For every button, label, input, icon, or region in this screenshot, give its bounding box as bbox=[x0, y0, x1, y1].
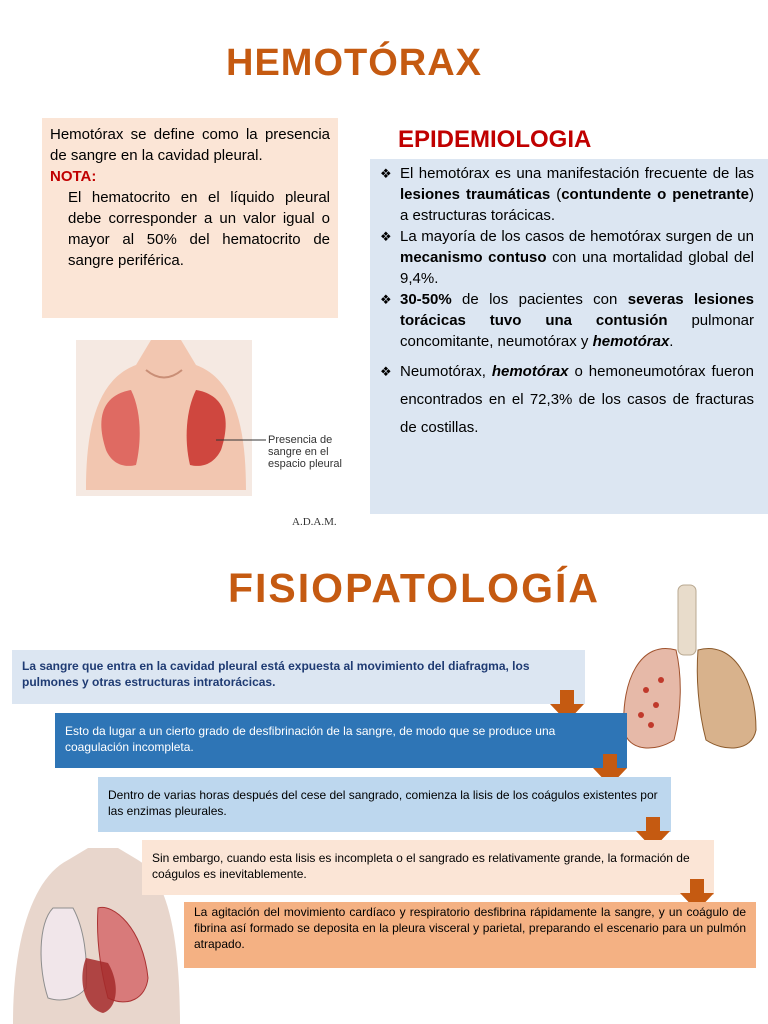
bullet-icon: ❖ bbox=[380, 166, 392, 181]
epi-bullet-3 bbox=[380, 289, 754, 352]
right-lung-shape bbox=[697, 648, 756, 748]
nota-label: NOTA: bbox=[50, 168, 97, 185]
epi-text: ( bbox=[550, 186, 562, 203]
epi-bullet-2 bbox=[380, 226, 754, 289]
adam-credit: A.D.A.M. bbox=[292, 516, 337, 528]
epi-bold: mecanismo contuso bbox=[400, 249, 547, 266]
chest-illustration-top bbox=[76, 340, 352, 515]
bullet-icon: ❖ bbox=[380, 292, 392, 307]
epi-text: o hemoneumotórax fueron encontrados en el 72,3% de los casos de fracturas de costillas. bbox=[400, 363, 754, 436]
epi-text: . bbox=[669, 333, 674, 350]
epi-text: El hemotórax es una manifestación frecuente de las bbox=[400, 165, 754, 182]
page-title: HEMOTÓRAX bbox=[226, 42, 482, 84]
fisio-step-4: Sin embargo, cuando esta lisis es incompleta o el sangrado es relativamente grande, la formación de coágulos es inevitablemente. bbox=[142, 840, 714, 895]
epi-bold: contundente o penetrante bbox=[561, 186, 749, 203]
illustration-label-1: Presencia de bbox=[268, 434, 333, 446]
epi-text: La mayoría de los casos de hemotórax surgen de un bbox=[400, 228, 754, 245]
epidemiologia-title: EPIDEMIOLOGIA bbox=[398, 126, 592, 153]
epi-bullet-1 bbox=[380, 163, 754, 226]
trachea-shape bbox=[678, 585, 696, 655]
fisio-step-5: La agitación del movimiento cardíaco y respiratorio desfibrina rápidamente la sangre, y un coágulo de fibrina así formado se deposita en la pleura visceral y parietal, preparando el escenario para un pulmón atrapado. bbox=[184, 902, 756, 968]
epi-bold: 30-50% bbox=[400, 291, 452, 308]
illustration-label-2: sangre en el bbox=[268, 446, 329, 458]
fisiopatologia-title: FISIOPATOLOGÍA bbox=[228, 565, 600, 611]
left-lung-shape bbox=[624, 648, 681, 748]
epi-bold: severas lesiones torácicas tuvo una contusión bbox=[400, 291, 755, 329]
epidemiologia-box bbox=[370, 159, 768, 514]
nota-text: El hematocrito en el líquido pleural debe corresponder a un valor igual o mayor al 50% del hematocrito de sangre periférica. bbox=[68, 189, 330, 269]
fisio-step-2: Esto da lugar a un cierto grado de desfibrinación de la sangre, de modo que se produce una coagulación incompleta. bbox=[55, 713, 627, 768]
definition-text: Hemotórax se define como la presencia de sangre en la cavidad pleural. bbox=[50, 126, 330, 164]
epi-bold-italic: hemotórax bbox=[491, 363, 569, 380]
fisio-step-3: Dentro de varias horas después del cese del sangrado, comienza la lisis de los coágulos existentes por las enzimas pleurales. bbox=[98, 777, 671, 832]
epi-bullet-4 bbox=[380, 358, 754, 442]
epi-text: Neumotórax, bbox=[400, 363, 492, 380]
epi-bold-italic: hemotórax bbox=[592, 333, 670, 350]
bullet-icon: ❖ bbox=[380, 364, 392, 379]
definition-box bbox=[42, 118, 338, 318]
epi-text: pulmonar concomitante, neumotórax y bbox=[400, 312, 754, 350]
epi-text: ) a estructuras torácicas. bbox=[400, 186, 754, 224]
lungs-illustration bbox=[616, 580, 768, 760]
epi-text: de los pacientes con bbox=[451, 291, 628, 308]
epi-bold: lesiones traumáticas bbox=[400, 186, 551, 203]
bullet-icon: ❖ bbox=[380, 229, 392, 244]
fisio-step-1: La sangre que entra en la cavidad pleural está expuesta al movimiento del diafragma, los pulmones y otras estructuras intratorácicas. bbox=[12, 650, 585, 704]
illustration-label-3: espacio pleural bbox=[268, 458, 342, 470]
epi-text: con una mortalidad global del 9,4%. bbox=[400, 249, 754, 287]
